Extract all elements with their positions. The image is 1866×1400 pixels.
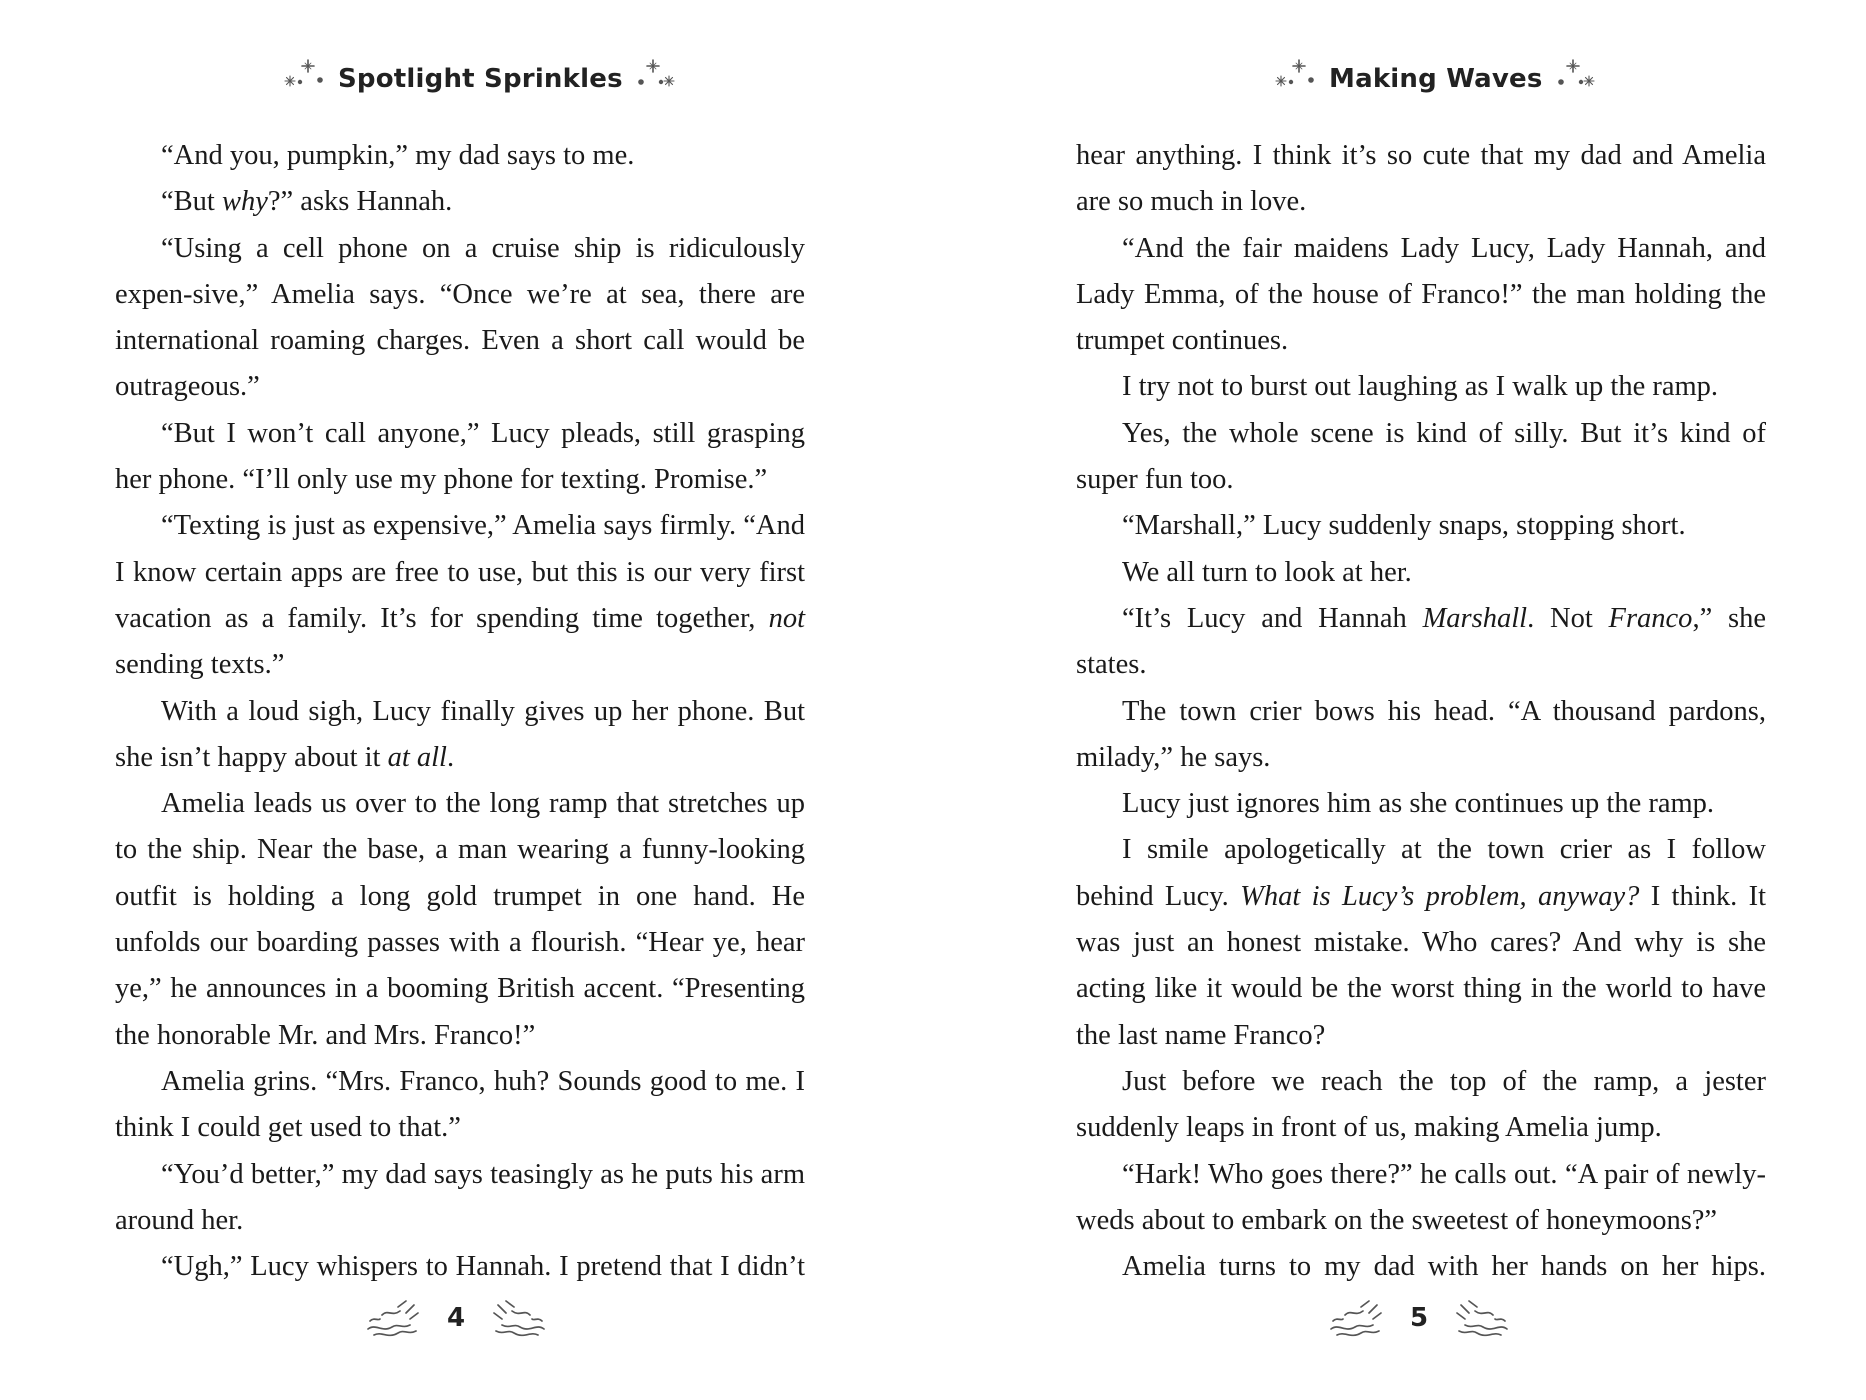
paragraph: Amelia grins. “Mrs. Franco, huh? Sounds good to me. I think I could get used to that.”: [115, 1065, 805, 1144]
paragraph: hear anything. I think it’s so cute that my dad and Amelia are so much in love.: [1076, 140, 1766, 218]
paragraph: “Using a cell phone on a cruise ship is ridiculously expen-sive,” Amelia says. “Once we’re at sea, there are international roaming charges. Even a short call would be outrageous.”: [115, 232, 805, 403]
header-title: Spotlight Sprinkles: [338, 64, 623, 94]
swirl-flourish-icon: [362, 1295, 426, 1341]
paragraph: Yes, the whole scene is kind of silly. But it’s kind of super fun too.: [1076, 417, 1766, 496]
italic-text: Franco: [1608, 602, 1693, 634]
paragraph: “And you, pumpkin,” my dad says to me.: [161, 140, 635, 171]
paragraph: Amelia turns to my dad with her hands on her hips.: [1122, 1251, 1766, 1283]
body-text: [115, 133, 805, 1290]
paragraph: “You’d better,” my dad says teasingly as he puts his arm around her.: [115, 1158, 805, 1236]
paragraph: With a loud sigh, Lucy finally gives up her phone. But she isn’t happy about it at all.: [115, 695, 805, 773]
swirl-flourish-icon: [1449, 1295, 1513, 1341]
italic-text: Marshall: [1422, 602, 1528, 634]
paragraph: “But why?” asks Hannah.: [161, 186, 453, 218]
header-title: Making Waves: [1329, 64, 1543, 94]
page-folio: [933, 1295, 1866, 1345]
right-page: [933, 0, 1866, 1400]
paragraph: “Hark! Who goes there?” he calls out. “A pair of newly-weds about to embark on the sweetest of honeymoons?”: [1076, 1158, 1766, 1236]
paragraph: “And the fair maidens Lady Lucy, Lady Hannah, and Lady Emma, of the house of Franco!” the man holding the trumpet continues.: [1076, 232, 1766, 357]
paragraph: Just before we reach the top of the ramp, a jester suddenly leaps in front of us, making Amelia jump.: [1076, 1065, 1766, 1144]
running-header: [0, 56, 933, 112]
paragraph: “It’s Lucy and Hannah Marshall. Not Franco,” she states.: [1076, 602, 1766, 681]
paragraph: We all turn to look at her.: [1122, 556, 1412, 588]
paragraph: The town crier bows his head. “A thousand pardons, milady,” he says.: [1076, 695, 1766, 773]
italic-text: why: [221, 186, 268, 218]
italic-text: What is Lucy’s problem, anyway?: [1240, 880, 1640, 912]
sparkle-cluster-icon: [1273, 56, 1317, 102]
italic-text: at all: [387, 741, 447, 773]
sparkle-cluster-icon: [635, 56, 679, 102]
page-number: 5: [1409, 1303, 1429, 1333]
sparkle-cluster-icon: [282, 56, 326, 102]
paragraph: Amelia leads us over to the long ramp that stretches up to the ship. Near the base, a man wearing a funny-looking outfit is holding a long gold trumpet in one hand. He unfolds our boarding passes with a flourish. “Hear ye, hear ye,” he announces in a booming British accent. “Presenting the honorable Mr. and Mrs. Franco!”: [115, 788, 805, 1051]
swirl-flourish-icon: [486, 1295, 550, 1341]
page-number: 4: [446, 1303, 466, 1333]
body-text: [1076, 133, 1766, 1290]
paragraph: I smile apologetically at the town crier as I follow behind Lucy. What is Lucy’s problem, anyway? I think. It was just an honest mistake. Who cares? And why is she acting like it would be the worst thing in the world to have the last name Franco?: [1076, 834, 1766, 1051]
paragraph: “But I won’t call anyone,” Lucy pleads, still grasping her phone. “I’ll only use my phone for texting. Promise.”: [115, 417, 805, 496]
paragraph: “Ugh,” Lucy whispers to Hannah. I pretend that I didn’t: [161, 1251, 805, 1283]
paragraph: “Texting is just as expensive,” Amelia says firmly. “And I know certain apps are free to use, but this is our very first vacation as a family. It’s for spending time together, not sending texts.”: [115, 510, 805, 681]
page-folio: [0, 1295, 933, 1345]
paragraph: I try not to burst out laughing as I walk up the ramp.: [1122, 371, 1719, 403]
sparkle-cluster-icon: [1555, 56, 1599, 102]
running-header: [933, 56, 1866, 112]
paragraph: Lucy just ignores him as she continues up the ramp.: [1122, 788, 1715, 820]
swirl-flourish-icon: [1325, 1295, 1389, 1341]
paragraph: “Marshall,” Lucy suddenly snaps, stopping short.: [1122, 510, 1686, 542]
italic-text: not: [768, 602, 805, 634]
